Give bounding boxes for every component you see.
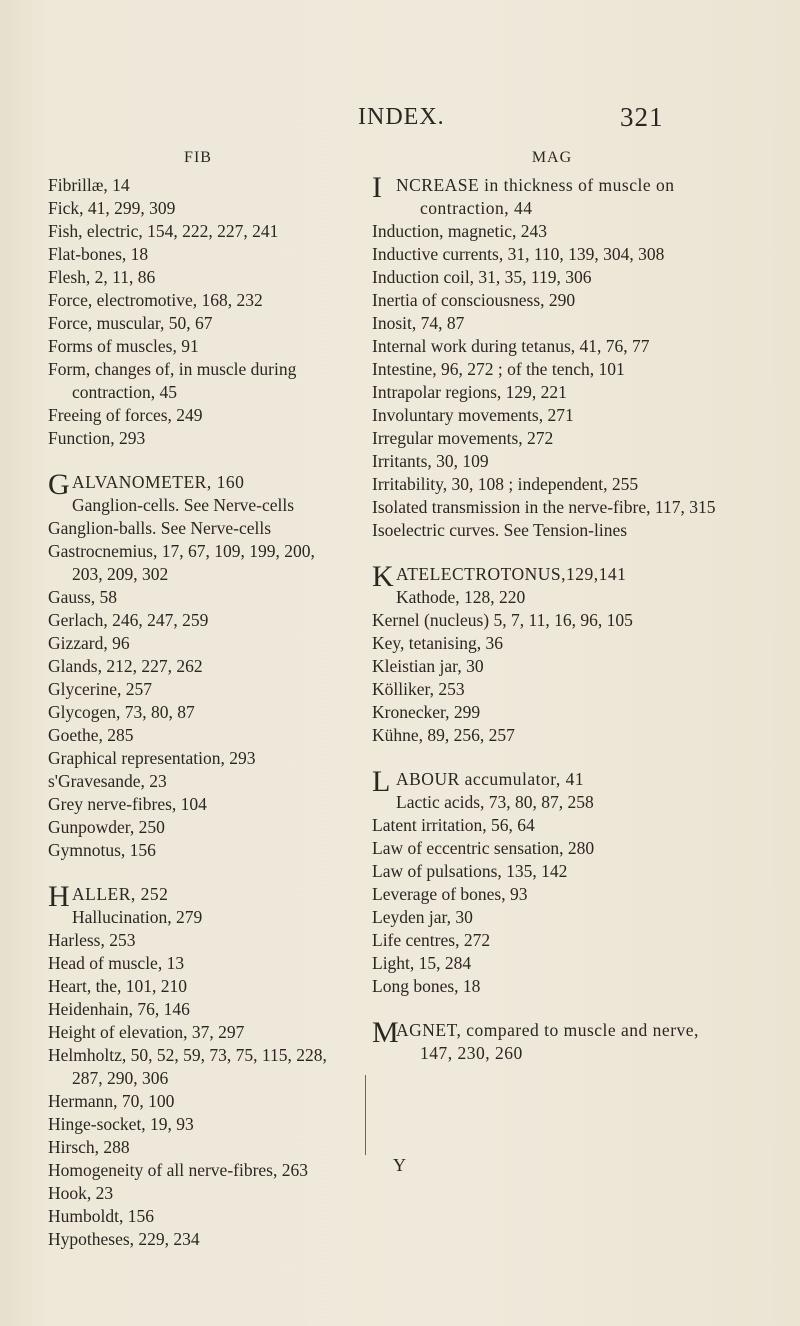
index-entry: Gizzard, 96 xyxy=(48,633,130,653)
letter-group xyxy=(372,765,732,998)
index-entry: Goethe, 285 xyxy=(48,725,134,745)
index-entry: Homogeneity of all nerve-fibres, 263 xyxy=(48,1160,308,1180)
guide-word-left: FIB xyxy=(184,149,212,166)
lead-entry-text: ALVANOMETER, 160 xyxy=(72,472,245,492)
signature-mark: Y xyxy=(393,1155,406,1175)
index-entry: Induction, magnetic, 243 xyxy=(372,221,547,241)
index-entry: Law of pulsations, 135, 142 xyxy=(372,861,568,881)
index-entry: Ganglion-cells. See Nerve-cells xyxy=(72,495,295,515)
index-entry: Induction coil, 31, 35, 119, 306 xyxy=(372,267,592,287)
lead-entry-text: ATELECTROTONUS,129,141 xyxy=(396,564,627,584)
lead-entry-text: ABOUR accumulator, 41 xyxy=(396,769,585,789)
index-entry: Hypotheses, 229, 234 xyxy=(48,1229,200,1249)
index-entry: Hallucination, 279 xyxy=(72,907,203,927)
index-entry: Involuntary movements, 271 xyxy=(372,405,574,425)
index-entry: Graphical representation, 293 xyxy=(48,748,256,768)
index-entry: Law of eccentric sensation, 280 xyxy=(372,838,595,858)
index-entry: Gymnotus, 156 xyxy=(48,840,156,860)
letter-group xyxy=(372,171,732,542)
lead-entry xyxy=(48,468,348,501)
lead-entry xyxy=(372,171,732,220)
letter-group xyxy=(372,560,732,747)
index-entry: Humboldt, 156 xyxy=(48,1206,154,1226)
drop-capital: G xyxy=(48,468,70,501)
index-entry: Function, 293 xyxy=(48,428,146,448)
index-entry: Irritability, 30, 108 ; independent, 255 xyxy=(372,474,639,494)
index-entry: Lactic acids, 73, 80, 87, 258 xyxy=(396,792,594,812)
letter-group xyxy=(48,174,348,450)
drop-capital: I xyxy=(372,171,382,204)
drop-capital: H xyxy=(48,880,70,913)
index-entry: Intrapolar regions, 129, 221 xyxy=(372,382,567,402)
index-entry: Heart, the, 101, 210 xyxy=(48,976,187,996)
drop-capital: L xyxy=(372,765,391,798)
index-entry: Gerlach, 246, 247, 259 xyxy=(48,610,209,630)
index-entry: Gastrocnemius, 17, 67, 109, 199, 200, 203, 209, 302 xyxy=(48,541,315,584)
index-entry: Form, changes of, in muscle during contraction, 45 xyxy=(48,359,297,402)
index-entry: Gunpowder, 250 xyxy=(48,817,165,837)
index-entry: Glands, 212, 227, 262 xyxy=(48,656,203,676)
column-divider xyxy=(365,1075,366,1155)
index-entry: Fick, 41, 299, 309 xyxy=(48,198,176,218)
index-entry: Fish, electric, 154, 222, 227, 241 xyxy=(48,221,279,241)
right-column xyxy=(372,146,732,1065)
index-entry: Glycerine, 257 xyxy=(48,679,152,699)
index-entry: Heidenhain, 76, 146 xyxy=(48,999,190,1019)
index-entry: Inertia of consciousness, 290 xyxy=(372,290,576,310)
index-entry: Isoelectric curves. See Tension-lines xyxy=(372,520,628,540)
index-entry: Freeing of forces, 249 xyxy=(48,405,203,425)
index-entry: Flat-bones, 18 xyxy=(48,244,149,264)
running-title: INDEX. xyxy=(358,104,445,130)
index-entry: Hirsch, 288 xyxy=(48,1137,130,1157)
index-entry: Irritants, 30, 109 xyxy=(372,451,489,471)
index-entry: Kathode, 128, 220 xyxy=(396,587,526,607)
page-number: 321 xyxy=(620,102,664,132)
index-entry: Flesh, 2, 11, 86 xyxy=(48,267,156,287)
index-entry: Latent irritation, 56, 64 xyxy=(372,815,535,835)
index-entry: Glycogen, 73, 80, 87 xyxy=(48,702,195,722)
index-entry: Life centres, 272 xyxy=(372,930,491,950)
index-entry: Ganglion-balls. See Nerve-cells xyxy=(48,518,272,538)
lead-entry xyxy=(372,1016,732,1065)
index-entry: Fibrillæ, 14 xyxy=(48,175,130,195)
index-entry: s'Gravesande, 23 xyxy=(48,771,167,791)
lead-entry-text: ALLER, 252 xyxy=(72,884,169,904)
letter-group xyxy=(372,1016,732,1065)
index-entry: Force, electromotive, 168, 232 xyxy=(48,290,263,310)
index-entry: Helmholtz, 50, 52, 59, 73, 75, 115, 228, 287, 290, 306 xyxy=(48,1045,327,1088)
index-entry: Light, 15, 284 xyxy=(372,953,472,973)
index-entry: Force, muscular, 50, 67 xyxy=(48,313,213,333)
index-entry: Gauss, 58 xyxy=(48,587,118,607)
lead-entry xyxy=(48,880,348,913)
index-entry: Leverage of bones, 93 xyxy=(372,884,528,904)
index-entry: Intestine, 96, 272 ; of the tench, 101 xyxy=(372,359,625,379)
index-entry: Kronecker, 299 xyxy=(372,702,481,722)
index-entry: Internal work during tetanus, 41, 76, 77 xyxy=(372,336,650,356)
index-entry: Hinge-socket, 19, 93 xyxy=(48,1114,194,1134)
index-entry: Kleistian jar, 30 xyxy=(372,656,484,676)
page-header xyxy=(0,100,800,140)
guide-word-right: MAG xyxy=(531,149,573,166)
index-entry: Irregular movements, 272 xyxy=(372,428,554,448)
lead-entry xyxy=(372,765,732,798)
index-entry: Long bones, 18 xyxy=(372,976,481,996)
drop-capital: M xyxy=(372,1016,399,1049)
drop-capital: K xyxy=(372,560,394,593)
index-entry: Hook, 23 xyxy=(48,1183,114,1203)
index-entry: Kühne, 89, 256, 257 xyxy=(372,725,515,745)
index-entry: Inosit, 74, 87 xyxy=(372,313,465,333)
lead-entry xyxy=(372,560,732,593)
letter-group xyxy=(48,880,348,1251)
lead-entry-text: AGNET, compared to muscle and nerve, 147, 230, 260 xyxy=(396,1020,699,1063)
index-entry: Hermann, 70, 100 xyxy=(48,1091,175,1111)
index-entry: Inductive currents, 31, 110, 139, 304, 308 xyxy=(372,244,665,264)
index-entry: Isolated transmission in the nerve-fibre, 117, 315 xyxy=(372,497,716,517)
index-entry: Leyden jar, 30 xyxy=(372,907,473,927)
index-entry: Harless, 253 xyxy=(48,930,136,950)
index-entry: Grey nerve-fibres, 104 xyxy=(48,794,207,814)
index-entry: Height of elevation, 37, 297 xyxy=(48,1022,245,1042)
index-entry: Key, tetanising, 36 xyxy=(372,633,504,653)
letter-group xyxy=(48,468,348,862)
index-entry: Head of muscle, 13 xyxy=(48,953,185,973)
index-entry: Forms of muscles, 91 xyxy=(48,336,199,356)
left-column xyxy=(48,146,348,1251)
lead-entry-text: NCREASE in thickness of muscle on contraction, 44 xyxy=(396,175,675,218)
index-entry: Kernel (nucleus) 5, 7, 11, 16, 96, 105 xyxy=(372,610,633,630)
index-entry: Kölliker, 253 xyxy=(372,679,465,699)
